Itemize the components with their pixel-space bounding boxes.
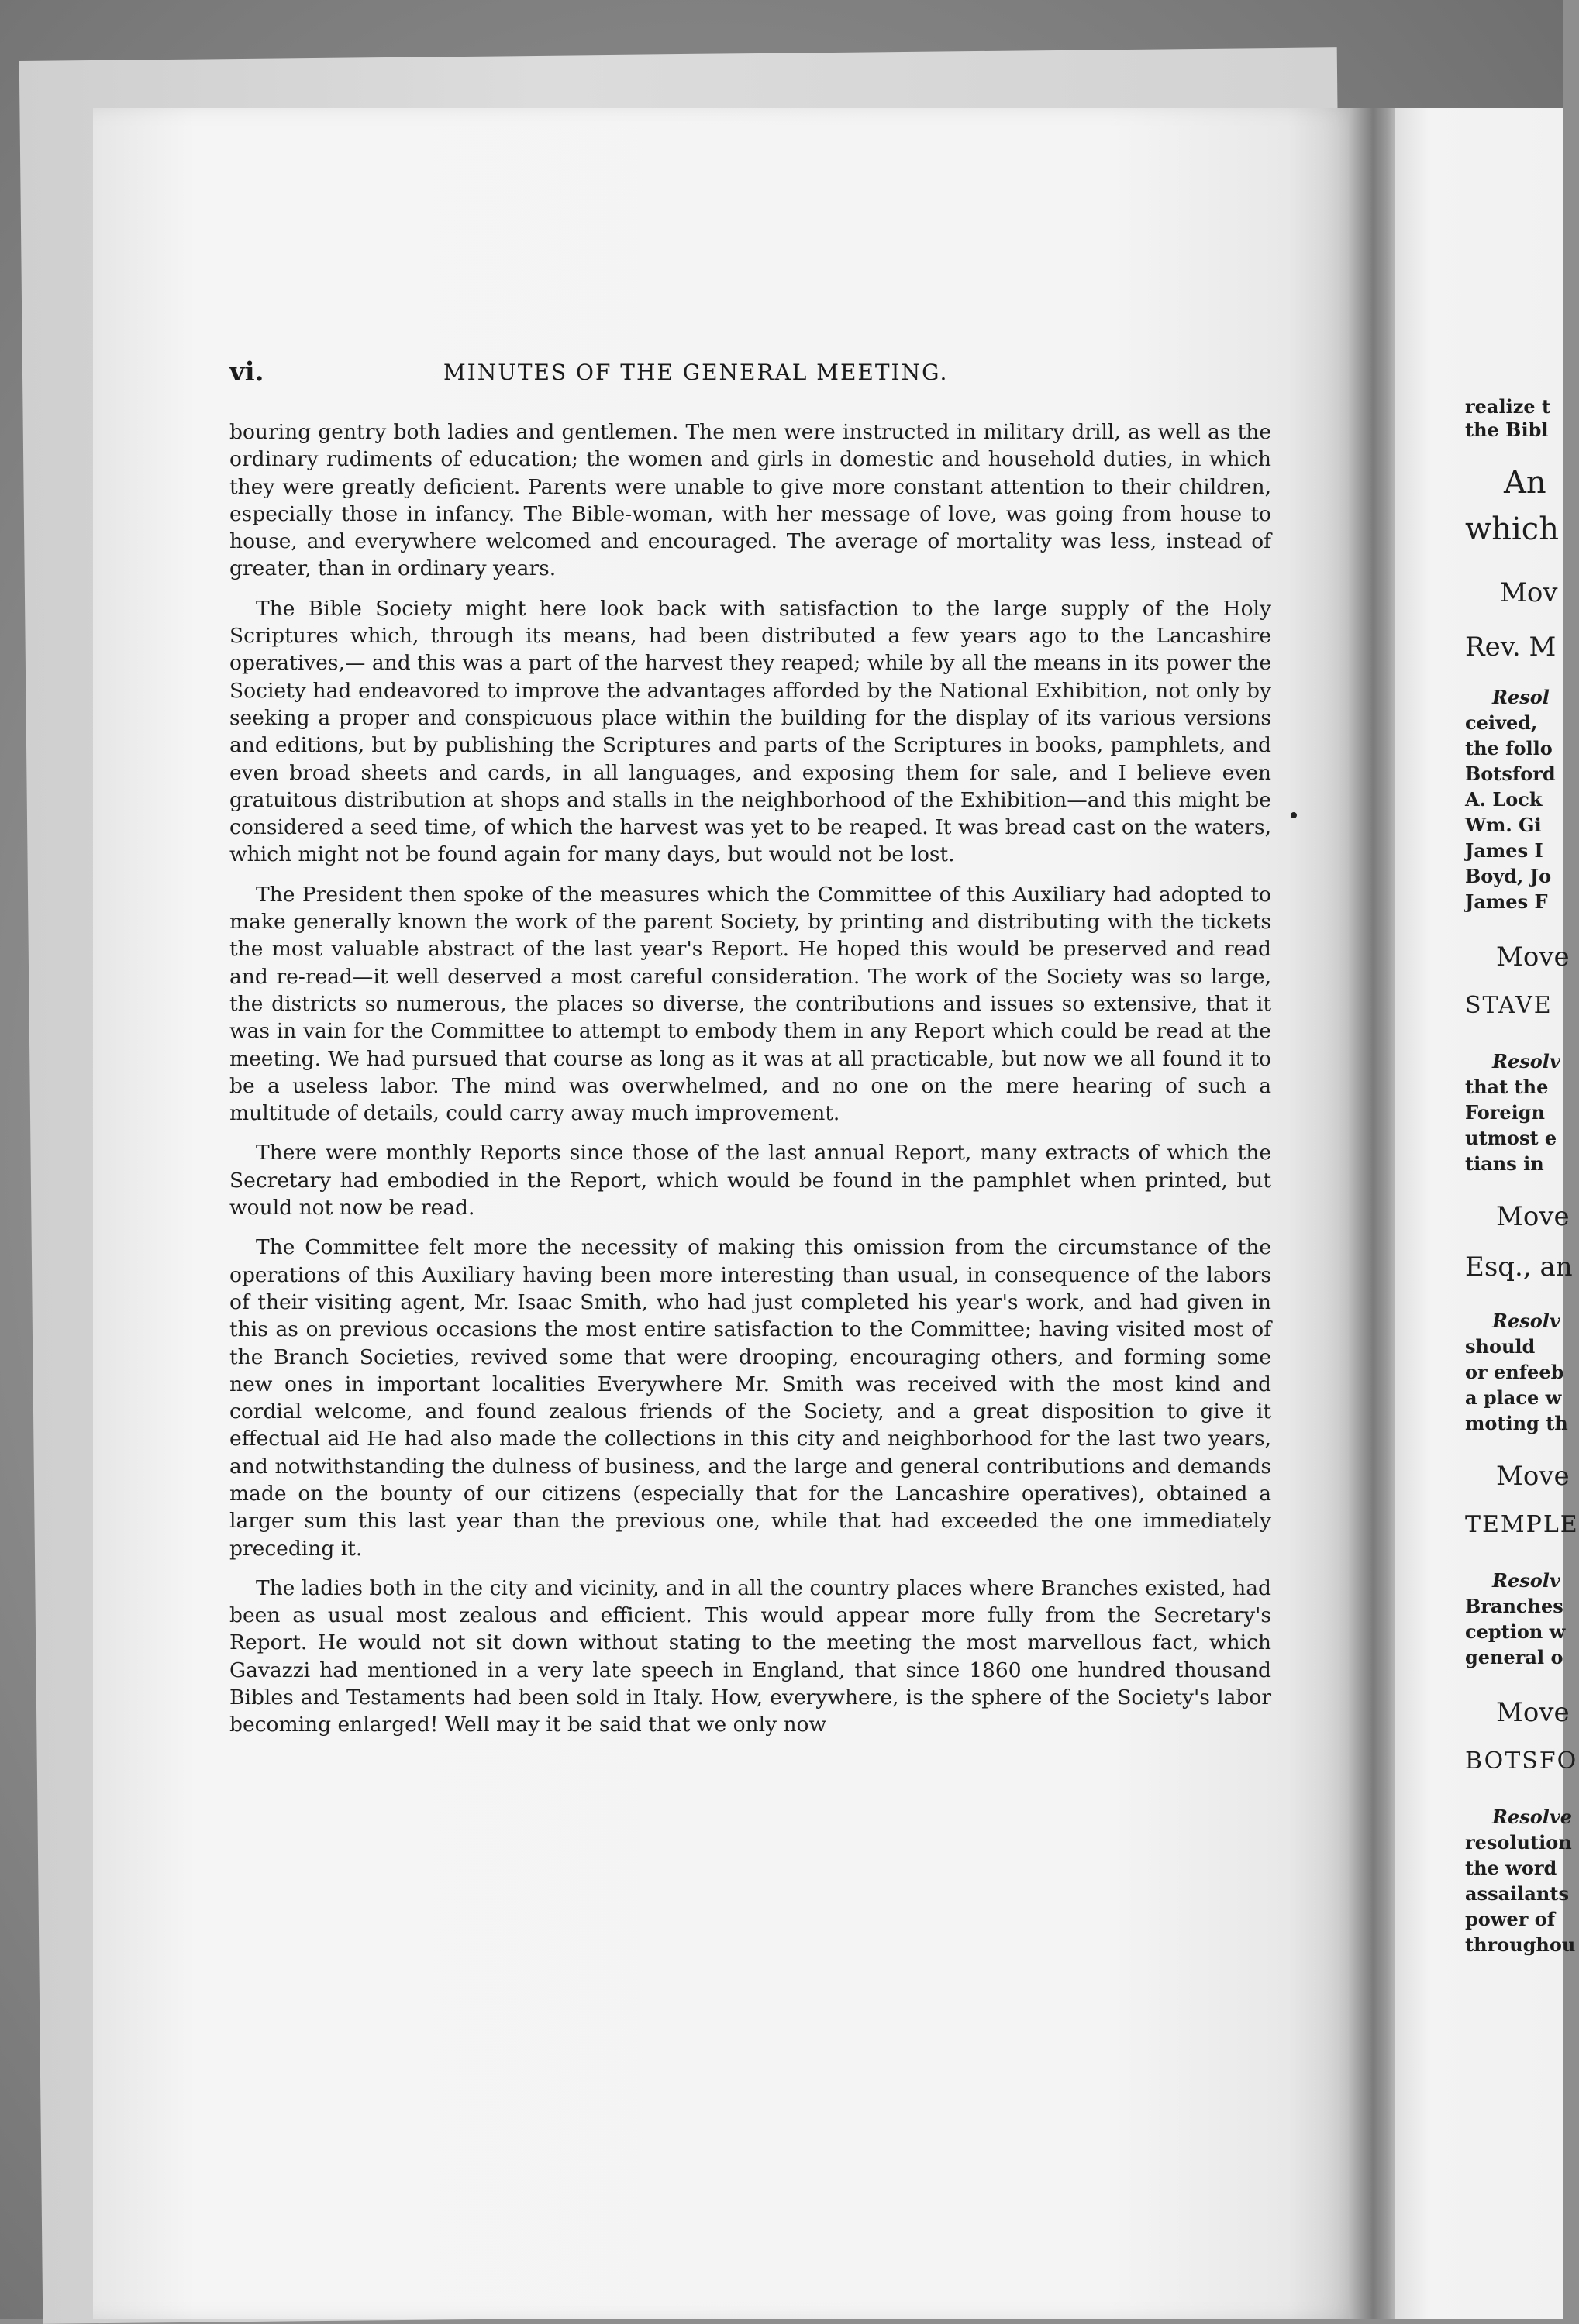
right-line: Resolv: [1492, 1569, 1560, 1592]
right-line: Foreign: [1465, 1101, 1545, 1124]
right-line: STAVE: [1465, 992, 1553, 1019]
running-head: MINUTES OF THE GENERAL MEETING.: [443, 360, 949, 385]
right-line: A. Lock: [1465, 788, 1543, 811]
paragraph: bouring gentry both ladies and gentlemen. The men were instructed in military drill, as well as the ordinary rudiments of education; the women and girls in domestic and household duties, in which they were greatly deficient. Parents were unable to give more constant attention to their children, especially those in infancy. The Bible-woman, with her message of love, was going from house to house, and everywhere welcomed and encouraged. The average of mortality was less, instead of greater, than in ordinary years.: [229, 420, 1271, 581]
page-number: vi.: [229, 356, 264, 387]
right-line: general o: [1465, 1646, 1563, 1668]
right-line: Wm. Gi: [1465, 814, 1542, 836]
right-line: tians in: [1465, 1152, 1544, 1175]
right-line: Mov: [1500, 577, 1558, 608]
right-line: BOTSFO: [1465, 1747, 1578, 1775]
right-line: Move: [1496, 942, 1570, 973]
right-line: utmost e: [1465, 1127, 1557, 1149]
right-line: should: [1465, 1335, 1536, 1358]
body-text: [229, 418, 1271, 1751]
right-line: Boyd, Jo: [1465, 865, 1552, 887]
right-line: assailants: [1465, 1882, 1569, 1905]
right-line: Resolve: [1492, 1806, 1573, 1828]
right-line: Resol: [1492, 686, 1550, 708]
right-line: that the: [1465, 1076, 1549, 1098]
paragraph: There were monthly Reports since those of the last annual Report, many extracts of which the Secretary had embodied in the Report, which would be found in the pamphlet when printed, but would not now be read.: [229, 1141, 1271, 1221]
right-line: James F: [1465, 890, 1548, 913]
right-line: Rev. M: [1465, 632, 1557, 663]
right-line: power of: [1465, 1908, 1556, 1930]
paragraph: The President then spoke of the measures which the Committee of this Auxiliary had adopted to make generally known the work of the parent Society, by printing and distributing with the tickets the most valuable abstract of the last year's Report. He hoped this would be preserved and read and re-read—it well deserved a most careful consideration. The work of the Society was so large, the districts so numerous, the places so diverse, the contributions and issues so extensive, that it was in vain for the Committee to attempt to embody them in any Report which could be read at the meeting. We had pursued that course as long as it was at all practicable, but now we all found it to be a useless labor. The mind was overwhelmed, and no one on the mere hearing of such a multitude of details, could carry away much improvement.: [229, 882, 1271, 1126]
right-line: ceived,: [1465, 711, 1538, 734]
paragraph: The Committee felt more the necessity of making this omission from the circumstance of the operations of this Auxiliary having been more interesting than usual, in consequence of the labors of their visiting agent, Mr. Isaac Smith, who had just completed his year's work, and had given in this as on previous occasions the most entire satisfaction to the Committee; having visited most of the Branch Societies, revived some that were drooping, encouraging others, and forming some new ones in important localities Everywhere Mr. Smith was received with the most kind and cordial welcome, and found zealous friends of the Society, and a great disposition to give it effectual aid He had also made the collections in this city and neighborhood for the last two years, and notwithstanding the dulness of business, and the large and general contributions and demands made on the bounty of our citizens (especially that for the Lancashire operatives), obtained a larger sum this last year than the previous one, while that had exceeded the one immediately preceding it.: [229, 1235, 1271, 1561]
right-line: Resolv: [1492, 1310, 1560, 1332]
page-header: [229, 356, 1271, 387]
right-line: Resolv: [1492, 1050, 1560, 1072]
right-line: Move: [1496, 1461, 1570, 1492]
right-line: the follo: [1465, 737, 1553, 759]
right-line: An: [1504, 465, 1546, 501]
right-line: ception w: [1465, 1620, 1566, 1643]
right-line: Esq., an: [1465, 1252, 1573, 1283]
right-line: Botsford: [1465, 763, 1556, 785]
right-line: resolution: [1465, 1831, 1572, 1854]
paragraph: The Bible Society might here look back with satisfaction to the large supply of the Holy Scriptures which, through its means, had been distributed a few years ago to the Lancashire operatives,— and this was a part of the harvest they reaped; while by all the means in its power the Society had endeavored to improve the advantages afforded by the National Exhibition, not only by seeking a proper and conspicuous place within the building for the display of its various versions and editions, but by publishing the Scriptures and parts of the Scriptures in books, pamphlets, and even broad sheets and cards, in all languages, and exposing them for sale, and I believe even gratuitous distribution at shops and stalls in the neighborhood of the Exhibition—and this might be considered a seed time, of which the harvest was yet to be reaped. It was bread cast on the waters, which might not be found again for many days, but would not be lost.: [229, 596, 1271, 867]
right-line: a place w: [1465, 1386, 1562, 1409]
right-line: moting th: [1465, 1412, 1568, 1434]
paragraph: The ladies both in the city and vicinity, and in all the country places where Branches existed, had been as usual most zealous and efficient. This would appear more fully from the Secretary's Report. He would not sit down without stating to the meeting the most marvellous fact, which Gavazzi had mentioned in a very late speech in England, that since 1860 one hundred thousand Bibles and Testaments had been sold in Italy. How, everywhere, is the sphere of the Society's labor becoming enlarged! Well may it be said that we only now: [229, 1575, 1271, 1737]
right-line: or enfeeb: [1465, 1361, 1564, 1383]
right-line: James I: [1465, 839, 1543, 862]
right-line: Move: [1496, 1697, 1570, 1728]
right-line: which: [1465, 511, 1559, 547]
right-line: Branches: [1465, 1595, 1563, 1617]
right-line: the Bibl: [1465, 418, 1549, 441]
margin-mark: [1291, 812, 1297, 818]
right-line: realize t: [1465, 395, 1551, 418]
right-line: TEMPLE: [1465, 1511, 1579, 1538]
right-line: throughou: [1465, 1933, 1576, 1956]
right-line: Move: [1496, 1201, 1570, 1232]
right-line: the word: [1465, 1857, 1557, 1879]
